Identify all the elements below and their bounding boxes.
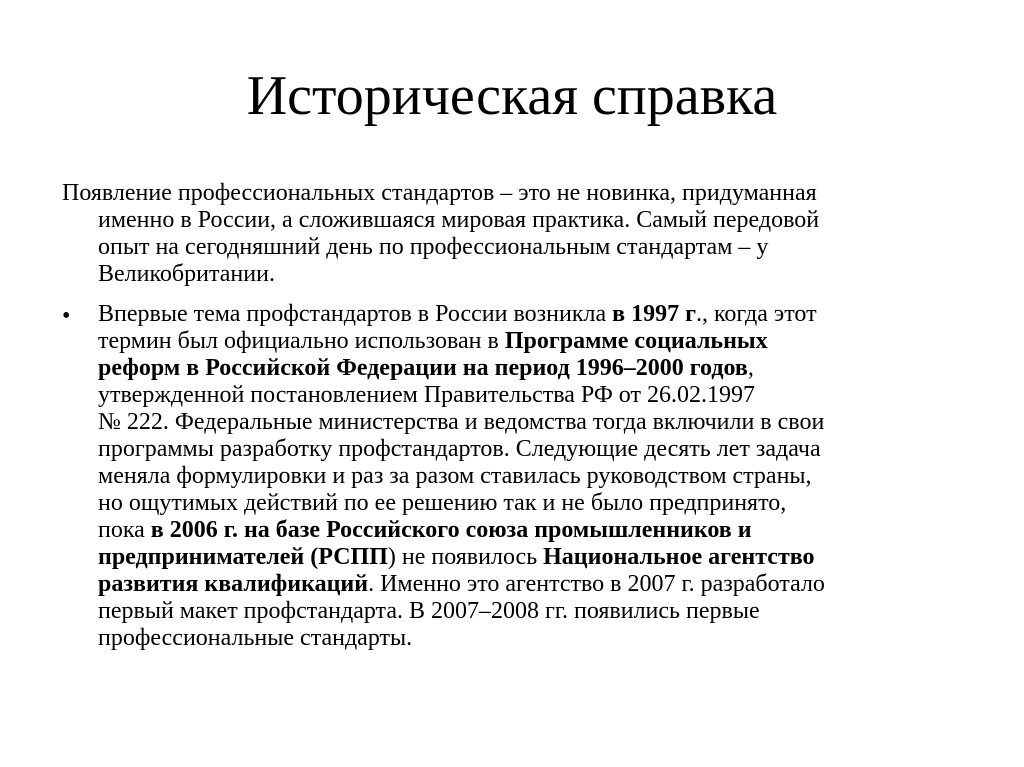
bullet-line: программы разработку профстандартов. Следующие десять лет задача xyxy=(98,436,821,462)
bold-run: реформ в Российской Федерации на период 1996–2000 годов xyxy=(98,355,748,381)
bullet-line: № 222. Федеральные министерства и ведомства тогда включили в свои xyxy=(98,409,825,435)
bullet-line: меняла формулировки и раз за разом ставилась руководством страны, xyxy=(98,463,812,489)
bullet-line: первый макет профстандарта. В 2007–2008 гг. появились первые xyxy=(98,598,760,624)
bullet-marker: • xyxy=(62,303,71,329)
bullet-line xyxy=(98,301,968,328)
bold-run: в 2006 г. на базе Российского союза промышленников и xyxy=(150,517,752,543)
bullet-line: но ощутимых действий по ее решению так и не было предпринято, xyxy=(98,490,787,516)
bullet-line: утвержденной постановлением Правительства РФ от 26.02.1997 xyxy=(98,382,755,408)
bold-run: развития квалификаций xyxy=(98,571,369,597)
intro-line: опыт на сегодняшний день по профессиональным стандартам – у xyxy=(98,234,769,260)
bold-run: в 1997 г xyxy=(612,301,696,327)
bullet-line: профессиональные стандарты. xyxy=(98,625,413,651)
text-run: термин был официально использован в xyxy=(98,328,505,354)
text-run: . Именно это агентство в 2007 г. разработало xyxy=(368,571,825,597)
bullet-line xyxy=(98,328,968,355)
bullet-paragraph xyxy=(98,301,968,652)
text-run: ) не появилось xyxy=(387,544,544,570)
bullet-line xyxy=(98,571,968,598)
bullet-line xyxy=(98,355,968,382)
bullet-line xyxy=(98,544,968,571)
intro-paragraph xyxy=(62,180,952,288)
bold-run: предпринимателей (РСПП xyxy=(98,544,388,570)
intro-line: именно в России, а сложившаяся мировая практика. Самый передовой xyxy=(98,207,820,233)
bold-run: Национальное агентство xyxy=(543,544,815,570)
text-run: пока xyxy=(98,517,151,543)
intro-line: Появление профессиональных стандартов – это не новинка, придуманная xyxy=(62,180,817,206)
bullet-line xyxy=(98,517,968,544)
text-run: , xyxy=(747,355,754,381)
text-run: ., когда этот xyxy=(695,301,817,327)
intro-line: Великобритании. xyxy=(98,261,275,287)
text-run: Впервые тема профстандартов в России возникла xyxy=(98,301,613,327)
slide-title: Историческая справка xyxy=(246,65,778,127)
bold-run: Программе социальных xyxy=(504,328,768,354)
